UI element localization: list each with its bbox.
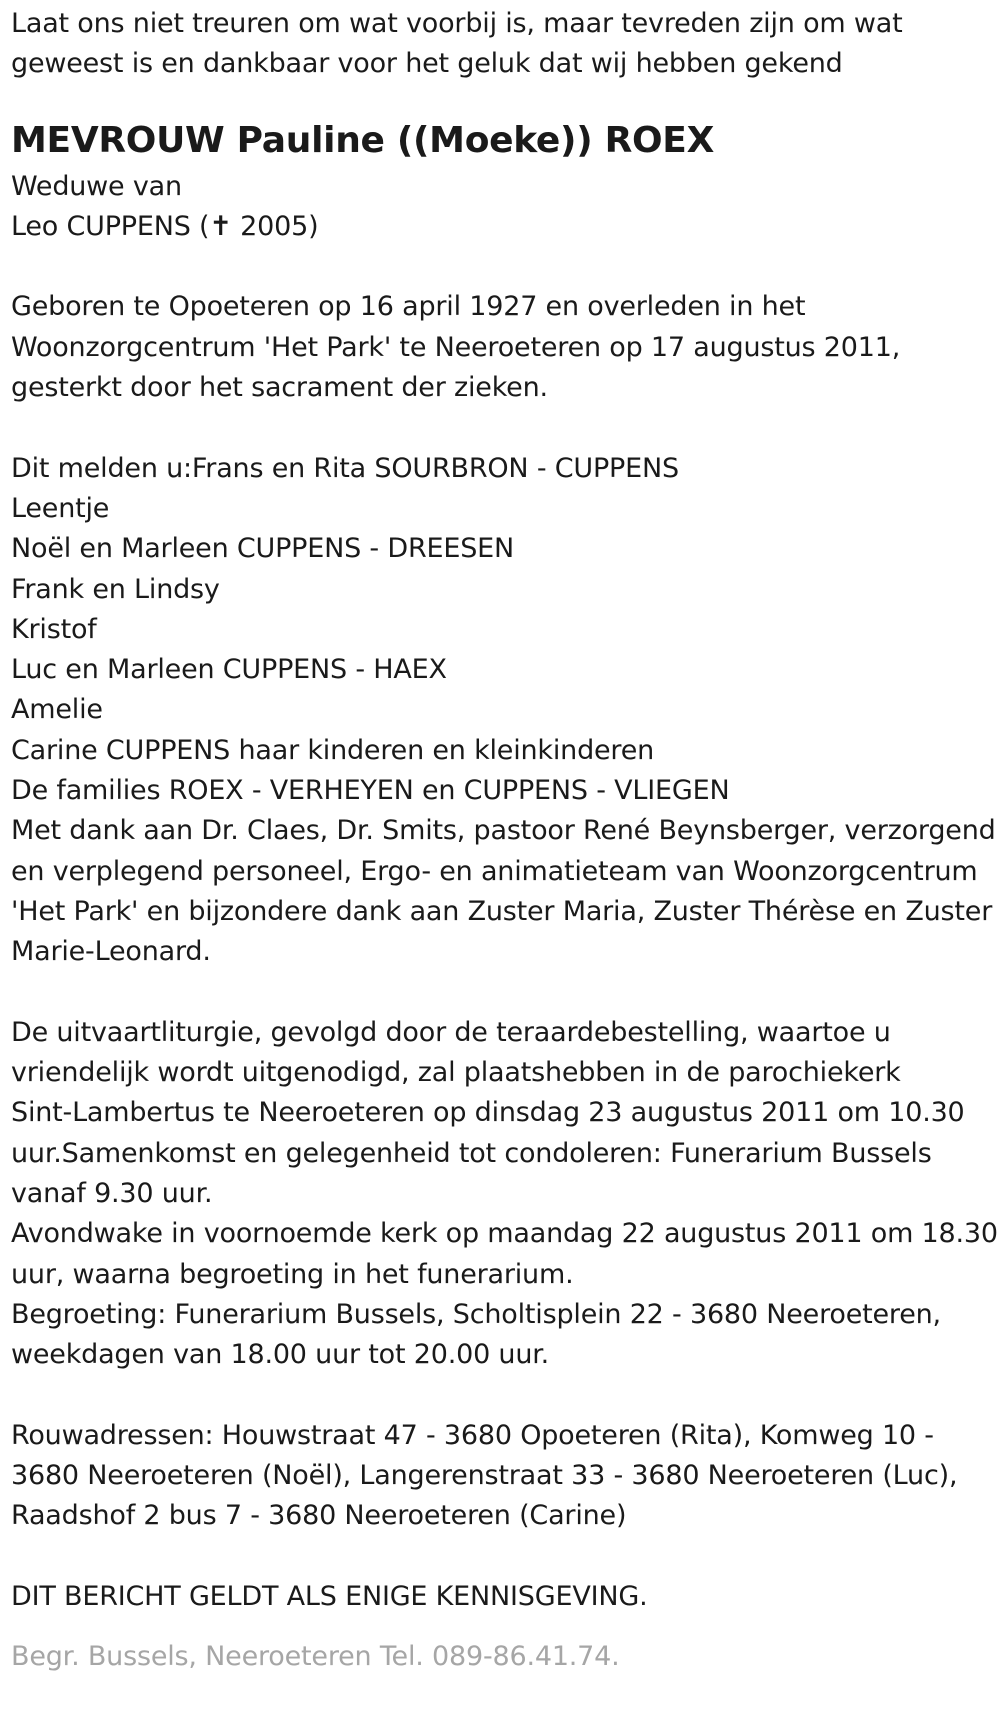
family-line: Leentje xyxy=(11,492,110,524)
funeral-line: Sint-Lambertus te Neeroeteren op dinsdag 23 augustus 2011 om 10.30 xyxy=(11,1097,965,1129)
deceased-name: MEVROUW Pauline ((Moeke)) ROEX xyxy=(11,119,715,161)
widow-line: Leo CUPPENS (✝ 2005) xyxy=(11,210,319,242)
funeral-line: uur.Samenkomst en gelegenheid tot condoleren: Funerarium Bussels xyxy=(11,1137,932,1169)
funeral-line: De uitvaartliturgie, gevolgd door de teraardebestelling, waartoe u xyxy=(11,1016,891,1048)
funeral-line: uur, waarna begroeting in het funerarium. xyxy=(11,1258,574,1290)
family-line: Dit melden u:Frans en Rita SOURBRON - CUPPENS xyxy=(11,452,679,484)
quote-line: Laat ons niet treuren om wat voorbij is, maar tevreden zijn om wat xyxy=(11,8,903,39)
family-line: 'Het Park' en bijzondere dank aan Zuster Maria, Zuster Thérèse en Zuster xyxy=(11,895,993,927)
family-line: Noël en Marleen CUPPENS - DREESEN xyxy=(11,533,515,565)
family-line: Amelie xyxy=(11,694,103,726)
widow-section xyxy=(11,167,996,248)
birth-death-line: gesterkt door het sacrament der zieken. xyxy=(11,372,548,404)
family-line: Marie-Leonard. xyxy=(11,936,211,968)
birth-death-line: Woonzorgcentrum 'Het Park' te Neeroeteren op 17 augustus 2011, xyxy=(11,331,901,363)
funeral-line: weekdagen van 18.00 uur tot 20.00 uur. xyxy=(11,1339,550,1371)
notice-line: DIT BERICHT GELDT ALS ENIGE KENNISGEVING. xyxy=(11,1580,648,1612)
birth-death-section xyxy=(11,287,996,408)
family-line: De families ROEX - VERHEYEN en CUPPENS - VLIEGEN xyxy=(11,775,730,807)
family-section xyxy=(11,449,996,973)
funeral-section xyxy=(11,1013,996,1376)
funeral-line: Begroeting: Funerarium Bussels, Scholtisplein 22 - 3680 Neeroeteren, xyxy=(11,1298,941,1330)
birth-death-line: Geboren te Opoeteren op 16 april 1927 en overleden in het xyxy=(11,291,806,323)
funeral-line: Avondwake in voornoemde kerk op maandag 22 augustus 2011 om 18.30 xyxy=(11,1218,998,1250)
family-line: Carine CUPPENS haar kinderen en kleinkinderen xyxy=(11,734,655,766)
family-line: Met dank aan Dr. Claes, Dr. Smits, pastoor René Beynsberger, verzorgend xyxy=(11,815,996,847)
family-line: Kristof xyxy=(11,613,97,645)
funeral-line: vanaf 9.30 uur. xyxy=(11,1178,213,1210)
address-line: Rouwadressen: Houwstraat 47 - 3680 Opoeteren (Rita), Komweg 10 - xyxy=(11,1419,934,1451)
spacer xyxy=(11,1376,996,1416)
address-line: Raadshof 2 bus 7 - 3680 Neeroeteren (Carine) xyxy=(11,1500,627,1532)
addresses-section xyxy=(11,1416,996,1537)
quote-line: geweest is en dankbaar voor het geluk dat wij hebben gekend xyxy=(11,48,843,80)
address-line: 3680 Neeroeteren (Noël), Langerenstraat 33 - 3680 Neeroeteren (Luc), xyxy=(11,1460,958,1492)
funeral-home-footer: Begr. Bussels, Neeroeteren Tel. 089-86.41.74. xyxy=(11,1641,620,1673)
obituary-text xyxy=(11,4,996,1678)
family-line: Luc en Marleen CUPPENS - HAEX xyxy=(11,654,447,686)
spacer xyxy=(11,973,996,1013)
opening-quote xyxy=(11,4,996,85)
spacer xyxy=(11,247,996,287)
spacer xyxy=(11,408,996,448)
funeral-line: vriendelijk wordt uitgenodigd, zal plaatshebben in de parochiekerk xyxy=(11,1057,901,1089)
widow-line: Weduwe van xyxy=(11,170,182,202)
family-line: en verplegend personeel, Ergo- en animatieteam van Woonzorgcentrum xyxy=(11,855,978,887)
family-line: Frank en Lindsy xyxy=(11,573,220,605)
spacer xyxy=(11,1537,996,1577)
